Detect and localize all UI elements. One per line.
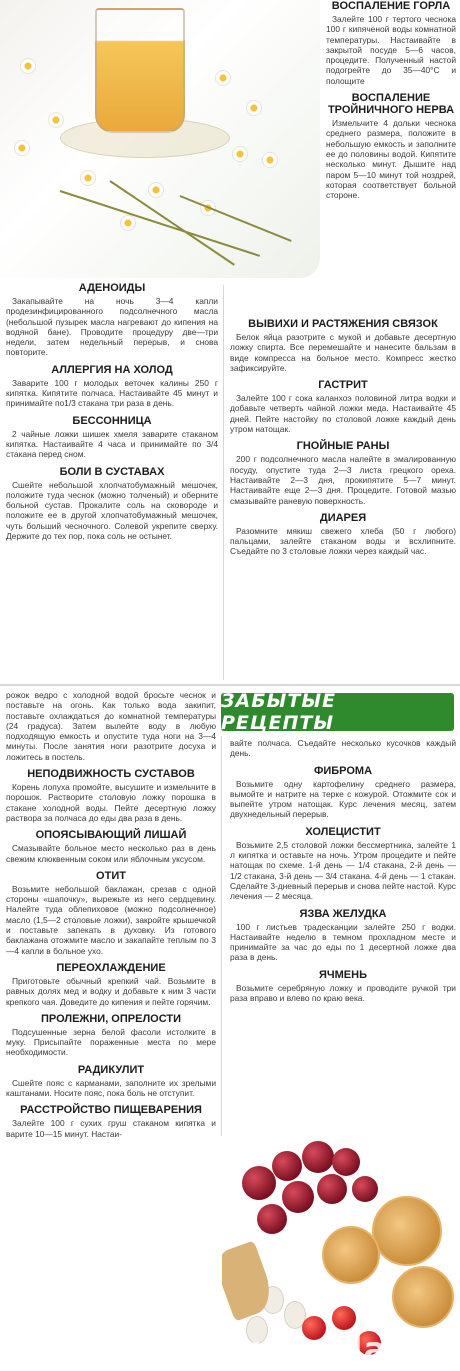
cherry-icon <box>317 1174 347 1204</box>
column-divider <box>223 285 224 680</box>
dried-fig-icon <box>322 1226 380 1284</box>
column-divider <box>221 736 222 1136</box>
chamomile-flower-icon <box>262 152 278 168</box>
section-heading: АЛЛЕРГИЯ НА ХОЛОД <box>51 363 173 376</box>
article-section <box>230 512 456 557</box>
section-heading: ПЕРЕОХЛАЖДЕНИЕ <box>56 961 166 974</box>
section-heading: ВОСПАЛЕНИЕ ТРОЙНИЧНОГО НЕРВА <box>327 92 455 117</box>
section-text: Залейте 100 г тертого чеснока 100 г кипяченой воды комнатной температуры. Настаивайте в закрытой посуде 5—6 часов, процедите. Полученный настой подогрейте до 35—40°С и полощите <box>326 14 456 86</box>
article-section <box>230 738 456 759</box>
section-heading: РАССТРОЙСТВО ПИЩЕВАРЕНИЯ <box>20 1104 202 1117</box>
bottom-right-column <box>230 738 456 1003</box>
chamomile-flower-icon <box>215 70 231 86</box>
section-heading: АДЕНОИДЫ <box>78 282 146 294</box>
section-heading: ФИБРОМА <box>313 764 373 777</box>
article-section <box>230 440 456 505</box>
chamomile-flower-icon <box>246 100 262 116</box>
chamomile-flower-icon <box>80 170 96 186</box>
article-section <box>230 765 456 820</box>
stem-shape <box>60 190 260 257</box>
section-heading: ВЫВИХИ И РАСТЯЖЕНИЯ СВЯЗОК <box>248 318 438 330</box>
cherry-icon <box>282 1181 314 1213</box>
chamomile-flower-icon <box>48 112 64 128</box>
cherry-icon <box>242 1166 276 1200</box>
section-text: Сшейте небольшой хлопчатобумажный мешочек, положите туда чеснок (можно толченый) и оберните больной сустав. Прокалите соль на сковороде и положите ее в другой хлопчатобумажный мешочек, чуть больший чесночного. Солевой укрепите сверху. Держите до тех пор, пока соль не остынет. <box>6 479 218 542</box>
section-heading: ГНОЙНЫЕ РАНЫ <box>296 440 390 453</box>
cherry-icon <box>257 1204 287 1234</box>
glass-of-tea <box>95 8 185 133</box>
chamomile-flower-icon <box>14 140 30 156</box>
section-text: Возьмите серебряную ложку и проводите ручкой три раза вправо и влево по краю века. <box>230 982 456 1004</box>
article-section <box>6 1064 216 1099</box>
section-heading: ОПОЯСЫВАЮЩИЙ ЛИШАЙ <box>35 829 187 842</box>
section-text: Сшейте пояс с карманами, заполните их зрелыми каштанами. Носите пояс, пока боль не отступит. <box>6 1077 216 1099</box>
article-section <box>6 768 216 823</box>
article-section <box>326 0 456 86</box>
section-heading: ГАСТРИТ <box>318 379 368 392</box>
article-section <box>6 1104 216 1139</box>
section-heading: РАДИКУЛИТ <box>77 1063 145 1076</box>
section-heading: ЯЧМЕНЬ <box>319 968 367 981</box>
section-banner <box>221 690 454 734</box>
section-text: Разомните мякиш свежего хлеба (50 г любого) пальцами, залейте стаканом воды и всхлипните. Съедайте по 3 столовые ложки через каждый час. <box>230 525 456 557</box>
section-text: Возьмите одну картофелину среднего размера, вымойте и натрите на терке с кожурой. Отожмите сок и выпейте утром натощак. Курс лечения месяц, затем двухнедельный перерыв. <box>230 778 456 820</box>
cherry-icon <box>302 1141 334 1173</box>
article-section <box>6 1013 216 1058</box>
dried-fig-icon <box>392 1266 454 1328</box>
article-section <box>230 826 456 902</box>
cherry-icon <box>352 1176 378 1202</box>
section-heading: БОЛИ В СУСТАВАХ <box>59 465 165 478</box>
section-text: Заварите 100 г молодых веточек калины 250 г кипятка. Кипятите полчаса. Настаивайте 45 минут и принимайте по1/3 стакана три раза в день. <box>6 377 218 409</box>
article-section <box>6 829 216 864</box>
dried-fig-icon <box>372 1196 442 1266</box>
section-heading: БЕССОННИЦА <box>72 414 152 427</box>
cranberry-icon <box>332 1306 356 1330</box>
article-section <box>230 379 456 434</box>
article-section <box>6 690 216 762</box>
section-heading: НЕПОДВИЖНОСТЬ СУСТАВОВ <box>27 768 195 781</box>
section-heading: ПРОЛЕЖНИ, ОПРЕЛОСТИ <box>40 1012 182 1025</box>
article-section <box>230 969 456 1004</box>
section-text: 2 чайные ложки шишек хмеля заварите стаканом кипятка. Настаивайте 4 часа и принимайте по 3/4 стакана перед сном. <box>6 428 218 460</box>
top-right-column <box>326 0 456 200</box>
section-heading: ОТИТ <box>96 869 126 882</box>
section-text: Белок яйца разотрите с мукой и добавьте десертную ложку спирта. Все перемешайте и нанесите бальзам в виде компресса на больное место. Компресс жестко зафиксируйте. <box>230 332 456 373</box>
chamomile-flower-icon <box>232 146 248 162</box>
section-text: Смазывайте больное место несколько раз в день свежим клюквенным соком или яблочным уксусом. <box>6 843 216 864</box>
top-left-column <box>6 282 218 541</box>
top-right-lower-column <box>230 318 456 557</box>
article-section <box>230 908 456 963</box>
section-text: 200 г подсолнечного масла налейте в эмалированную посуду, опустите туда 2—3 листа грецкого ореха. Настаивайте 2—3 дня, прокипятите 5—7 минут. Настаивайте еще 2—3 дня. Процедите. Готовой мазью смазывайте раневую поверхность. <box>230 454 456 506</box>
article-section <box>6 466 218 542</box>
section-text: Залейте 100 г сока каланхоэ половиной литра водки и добавьте четверть чайной ложки меда. Настаивайте 45 дней. Пейте настойку по столовой ложке каждый день утром натощак. <box>230 393 456 435</box>
page-divider <box>0 684 460 686</box>
chamomile-flower-icon <box>20 58 36 74</box>
section-text: Приготовьте обычный крепкий чай. Возьмите в равных долях мед и водку и добавьте к ним 3 части крепкого чая. Доведите до кипения и пейте горячим. <box>6 975 216 1007</box>
section-text: вайте полчаса. Съедайте несколько кусочков каждый день. <box>230 738 456 759</box>
article-section <box>6 282 218 358</box>
article-section <box>6 364 218 409</box>
article-section <box>326 92 456 200</box>
section-text: Возьмите 2,5 столовой ложки бессмертника, залейте 1 л кипятка и оставьте на ночь. Утром процедите и пейте натощак по схеме. 1-й день — 1/4 стакана, 2-й день — 1/2 стакана, 3-й день — 3/4 стакана. 4-й день — 1 стакан. Сделайте 3-дневный перерыв и снова пейте настой. Курс лечения — 2 месяца. <box>230 839 456 902</box>
section-text: рожок ведро с холодной водой бросьте чеснок и поставьте на огонь. Как только вода закипит, поставьте охлаждаться до комнатной температуры (24 градуса). Затем вылейте воду в любую подходящую емкость и опустите туда ноги на 3—4 минуты. После занятия ноги разотрите досуха и ложитесь в постель. <box>6 690 216 762</box>
article-section <box>6 870 216 956</box>
section-text: Корень лопуха промойте, высушите и измельчите в порошок. Растворите столовую ложку порошка в стакане холодной воды. Пейте десертную ложку раствора за полчаса до еды два раза в день. <box>6 782 216 823</box>
chamomile-flower-icon <box>120 215 136 231</box>
section-heading: ДИАРЕЯ <box>319 511 367 524</box>
watermark-text: postila.ru <box>250 1330 445 1370</box>
chamomile-flower-icon <box>148 182 164 198</box>
article-section <box>6 962 216 1007</box>
section-text: 100 г листьев традесканции залейте 250 г водки. Настаивайте неделю в темном прохладном месте и принимайте за час до еды по 1 десертной ложке два раза в день. <box>230 921 456 963</box>
section-text: Залейте 100 г сухих груш стаканом кипятка и варите 10—15 минут. Настаи- <box>6 1118 216 1139</box>
section-text: Возьмите небольшой баклажан, срезав с одной стороны «шапочку», вырежьте из него сердцевину. Налейте туда облепиховое (можно подсолнечное) масло (1,5—2 столовые ложки), закройте крышечкой и поставьте запекать в духовку. Из готового баклажана отожмите масло и закапайте теплым по 3—4 капли в больное ухо. <box>6 883 216 956</box>
section-text: Измельчите 4 дольки чеснока среднего размера, положите в небольшую емкость и заполните ее до половины водой. Кипятите несколько минут. Дышите над паром 5—10 минут той ноздрей, которая соответствует больной стороне. <box>326 118 456 201</box>
tea-chamomile-photo <box>0 0 320 278</box>
cherry-icon <box>272 1151 302 1181</box>
banner-title: ЗАБЫТЫЕ РЕЦЕПТЫ <box>221 690 336 734</box>
cherry-icon <box>332 1148 360 1176</box>
bottom-left-column <box>6 690 216 1139</box>
section-text: Закапывайте на ночь 3—4 капли продезинфицированного подсолнечного масла (небольшой пузырек масла нагревают до кипения на водяной бане). Проводите процедуру две—три недели, затем недельный перерыв, и снова повторите. <box>6 296 218 358</box>
section-text: Подсушенные зерна белой фасоли истолките в муку. Присыпайте пораженные места по мере необходимости. <box>6 1026 216 1058</box>
section-heading: ВОСПАЛЕНИЕ ГОРЛА <box>331 0 451 12</box>
section-heading: ЯЗВА ЖЕЛУДКА <box>299 907 387 920</box>
article-section <box>230 318 456 373</box>
section-heading: ХОЛЕЦИСТИТ <box>305 825 381 838</box>
article-section <box>6 415 218 460</box>
